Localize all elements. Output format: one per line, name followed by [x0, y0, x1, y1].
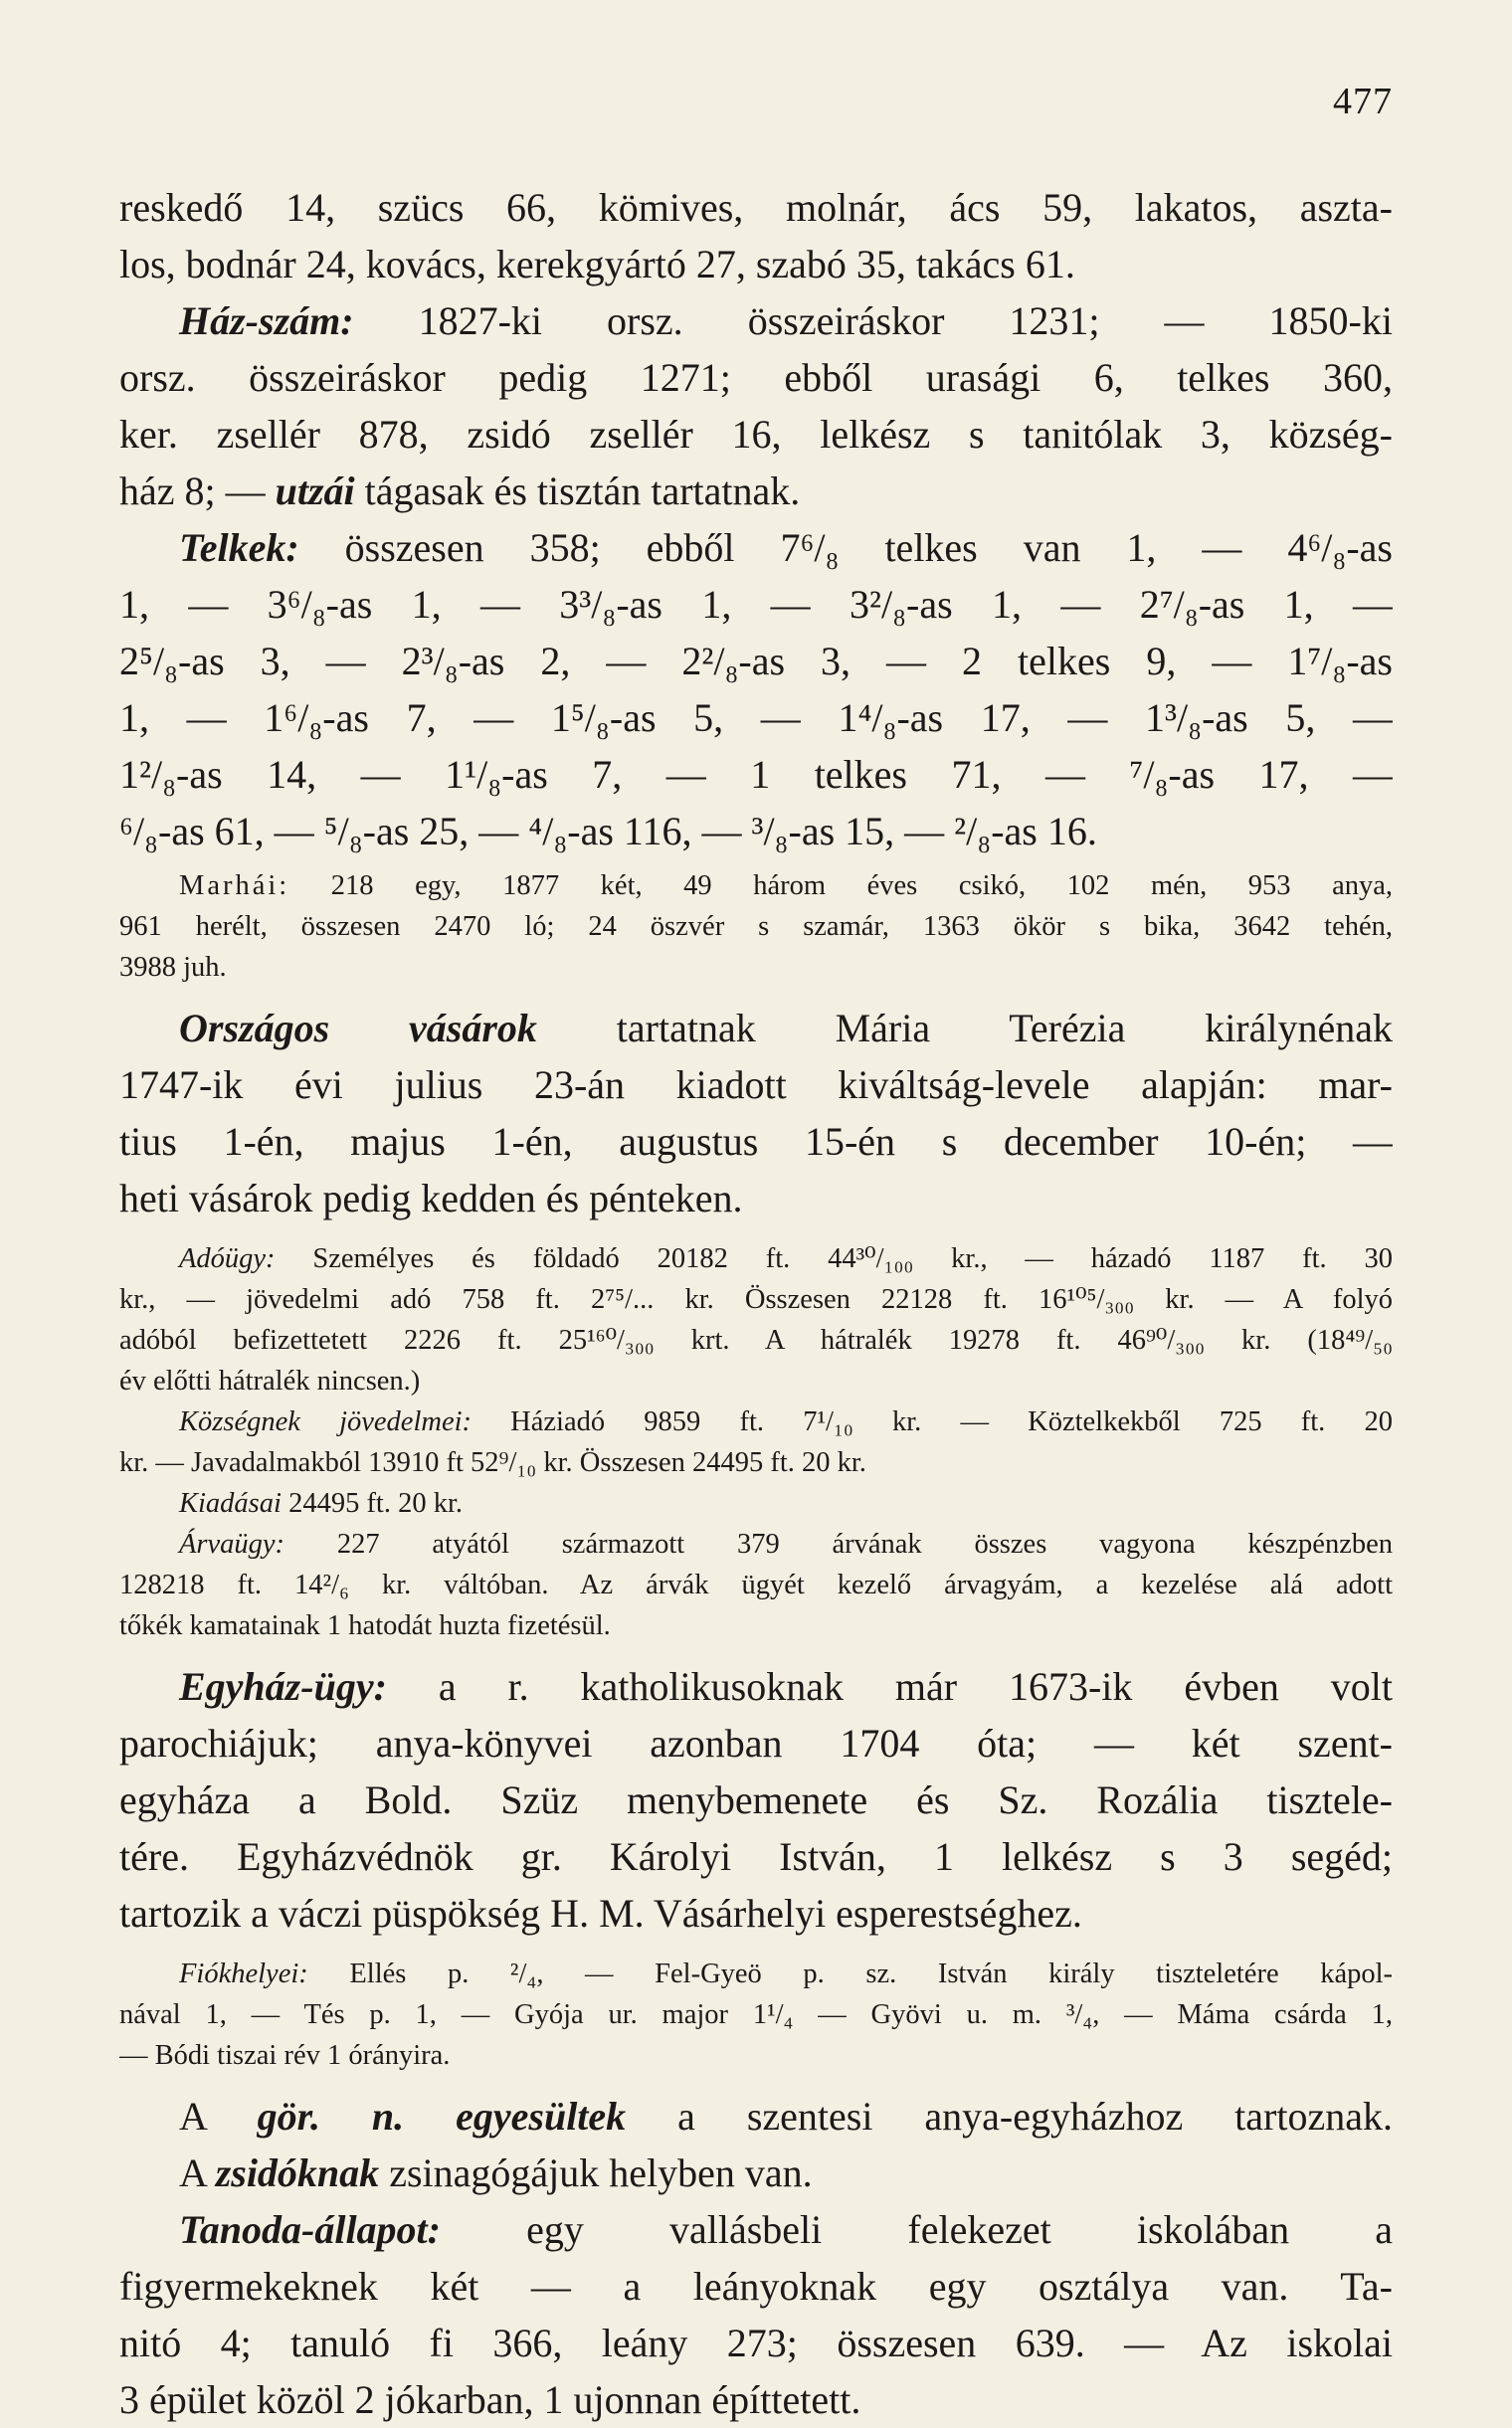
line-text: 961 herélt, összesen 2470 ló; 24 öszvér s szamár, 1363 ökör s bika, 3642 tehén,	[119, 911, 1393, 942]
line-heading: zsidóknak	[215, 2150, 380, 2195]
text-line	[119, 1279, 1393, 1320]
line-text: reskedő 14, szücs 66, kömives, molnár, ács 59, lakatos, aszta-	[119, 185, 1393, 230]
line-heading: Kiadásai	[179, 1488, 282, 1519]
line-text: zsinagógájuk helyben van.	[379, 2150, 813, 2195]
text-line	[119, 236, 1393, 292]
text-line	[119, 2315, 1393, 2371]
text-line	[119, 1401, 1393, 1442]
line-text: Háziadó 9859 ft. 7¹/₁₀ kr. — Köztelkekből 725 ft. 20	[472, 1406, 1393, 1437]
line-text: A	[179, 2150, 216, 2195]
text-line	[119, 689, 1393, 746]
text-line	[119, 1658, 1393, 1715]
line-heading: Országos vásárok	[179, 1006, 537, 1050]
line-text: figyermekeknek két — a leányoknak egy osztálya van. Ta-	[119, 2264, 1393, 2309]
line-text: 227 atyától származott 379 árvának összes vagyona készpénzben	[284, 1529, 1393, 1560]
text-line	[119, 519, 1393, 576]
line-text: 3988 juh.	[119, 952, 227, 983]
text-line	[119, 1238, 1393, 1279]
line-text: parochiájuk; anya-könyvei azonban 1704 óta; — két szent-	[119, 1721, 1393, 1766]
line-heading: Ház-szám:	[179, 298, 354, 343]
text-line	[119, 1994, 1393, 2035]
text-line	[119, 947, 1393, 988]
text-line	[119, 349, 1393, 406]
text-line	[119, 179, 1393, 236]
text-line	[119, 1524, 1393, 1565]
text-line	[119, 1828, 1393, 1885]
text-line	[119, 463, 1393, 519]
line-text: heti vásárok pedig kedden és pénteken.	[119, 1176, 743, 1220]
text-line	[119, 576, 1393, 633]
text-line	[119, 906, 1393, 947]
line-text: Személyes és földadó 20182 ft. 44³⁰/₁₀₀ kr., — házadó 1187 ft. 30	[275, 1243, 1393, 1274]
line-heading: gör. n. egyesültek	[257, 2094, 627, 2139]
text-line	[119, 1056, 1393, 1113]
text-line	[119, 1483, 1393, 1524]
body-text	[119, 179, 1393, 2428]
line-text: a r. katholikusoknak már 1673-ik évben volt	[386, 1664, 1393, 1709]
page-number: 477	[1333, 81, 1393, 122]
line-heading: Adóügy:	[179, 1243, 276, 1274]
line-text: los, bodnár 24, kovács, kerekgyártó 27, szabó 35, takács 61.	[119, 242, 1075, 286]
line-heading: Tanoda-állapot:	[179, 2207, 441, 2252]
text-line	[119, 2258, 1393, 2315]
line-text: 2⁵/₈-as 3, — 2³/₈-as 2, — 2²/₈-as 3, — 2 telkes 9, — 1⁷/₈-as	[119, 639, 1393, 683]
line-text: 3 épület közöl 2 jókarban, 1 ujonnan építtetett.	[119, 2377, 861, 2422]
line-text: nával 1, — Tés p. 1, — Gyója ur. major 1¹/₄ — Gyövi u. m. ³/₄, — Máma csárda 1,	[119, 1999, 1393, 2030]
line-text: — Bódi tiszai rév 1 órányira.	[119, 2040, 451, 2071]
line-text: összesen 358; ebből 7⁶/₈ telkes van 1, — 4⁶/₈-as	[298, 525, 1393, 570]
line-heading: Községnek jövedelmei:	[179, 1406, 472, 1437]
line-text: egyháza a Bold. Szüz menybemenete és Sz. Rozália tisztele-	[119, 1777, 1393, 1822]
line-text: egy vallásbeli felekezet iskolában a	[441, 2207, 1393, 2252]
line-text: 1747-ik évi julius 23-án kiadott kiváltság-levele alapján: mar-	[119, 1062, 1393, 1107]
line-text: tőkék kamatainak 1 hatodát huzta fizetésül.	[119, 1610, 611, 1641]
line-text: év előtti hátralék nincsen.)	[119, 1366, 421, 1397]
line-text: kr. — Javadalmakból 13910 ft 52⁹/₁₀ kr. Összesen 24495 ft. 20 kr.	[119, 1447, 866, 1478]
text-line	[119, 746, 1393, 803]
line-text: ház 8; —	[119, 468, 276, 513]
line-text: 1827-ki orsz. összeiráskor 1231; — 1850-ki	[353, 298, 1393, 343]
line-text: A	[179, 2094, 258, 2139]
line-heading: Egyház-ügy:	[179, 1664, 387, 1709]
line-text: ⁶/₈-as 61, — ⁵/₈-as 25, — ⁴/₈-as 116, — ³/₈-as 15, — ²/₈-as 16.	[119, 809, 1097, 853]
line-text: adóból befizettetett 2226 ft. 25¹⁶⁰/₃₀₀ krt. A hátralék 19278 ft. 46⁹⁰/₃₀₀ kr. (18⁴⁹/₅₀	[119, 1325, 1393, 1356]
text-line	[119, 803, 1393, 859]
text-line	[119, 1170, 1393, 1226]
line-text: Marhái:	[179, 870, 290, 901]
text-line	[119, 865, 1393, 906]
line-text: 128218 ft. 14²/₆ kr. váltóban. Az árvák ügyét kezelő árvagyám, a kezelése alá adott	[119, 1570, 1393, 1600]
line-text: 218 egy, 1877 két, 49 három éves csikó, 102 mén, 953 anya,	[289, 870, 1393, 901]
line-text: 24495 ft. 20 kr.	[281, 1488, 464, 1519]
text-line	[119, 1000, 1393, 1056]
line-text: tágasak és tisztán tartatnak.	[354, 468, 801, 513]
text-line	[119, 1605, 1393, 1646]
text-line	[119, 1442, 1393, 1483]
line-heading: Fiókhelyei:	[179, 1959, 308, 1989]
line-text: kr., — jövedelmi adó 758 ft. 2⁷⁵/... kr. Összesen 22128 ft. 16¹⁰⁵/₃₀₀ kr. — A folyó	[119, 1284, 1393, 1315]
text-line	[119, 1320, 1393, 1361]
text-line	[119, 2088, 1393, 2145]
text-line	[119, 1954, 1393, 1994]
text-line	[119, 1885, 1393, 1942]
text-line	[119, 2145, 1393, 2201]
text-line	[119, 1772, 1393, 1828]
text-line	[119, 633, 1393, 689]
line-text: nitó 4; tanuló fi 366, leány 273; összesen 639. — Az iskolai	[119, 2321, 1393, 2365]
line-text: 1²/₈-as 14, — 1¹/₈-as 7, — 1 telkes 71, — ⁷/₈-as 17, —	[119, 752, 1393, 797]
text-line	[119, 2371, 1393, 2428]
text-line	[119, 406, 1393, 463]
line-text: tartatnak Mária Terézia királynénak	[536, 1006, 1393, 1050]
text-line	[119, 1361, 1393, 1401]
text-line	[119, 2035, 1393, 2076]
line-text: tére. Egyházvédnök gr. Károlyi István, 1 lelkész s 3 segéd;	[119, 1834, 1393, 1879]
line-heading: Telkek:	[179, 525, 299, 570]
line-text: 1, — 1⁶/₈-as 7, — 1⁵/₈-as 5, — 1⁴/₈-as 17, — 1³/₈-as 5, —	[119, 695, 1393, 740]
line-text: tartozik a váczi püspökség H. M. Vásárhelyi esperestséghez.	[119, 1891, 1082, 1936]
text-line	[119, 1565, 1393, 1605]
line-text: orsz. összeiráskor pedig 1271; ebből urasági 6, telkes 360,	[119, 355, 1393, 400]
text-line	[119, 1113, 1393, 1170]
line-text: tius 1-én, majus 1-én, augustus 15-én s december 10-én; —	[119, 1119, 1393, 1164]
text-line	[119, 2201, 1393, 2258]
text-line	[119, 292, 1393, 349]
line-text: 1, — 3⁶/₈-as 1, — 3³/₈-as 1, — 3²/₈-as 1, — 2⁷/₈-as 1, —	[119, 582, 1393, 627]
line-text: Ellés p. ²/₄, — Fel-Gyeö p. sz. István király tiszteletére kápol-	[307, 1959, 1393, 1989]
line-text: a szentesi anya-egyházhoz tartoznak.	[626, 2094, 1393, 2139]
text-line	[119, 1715, 1393, 1772]
line-heading: utzái	[275, 468, 355, 513]
line-text: ker. zsellér 878, zsidó zsellér 16, lelkész s tanitólak 3, község-	[119, 412, 1393, 457]
line-heading: Árvaügy:	[179, 1529, 285, 1560]
